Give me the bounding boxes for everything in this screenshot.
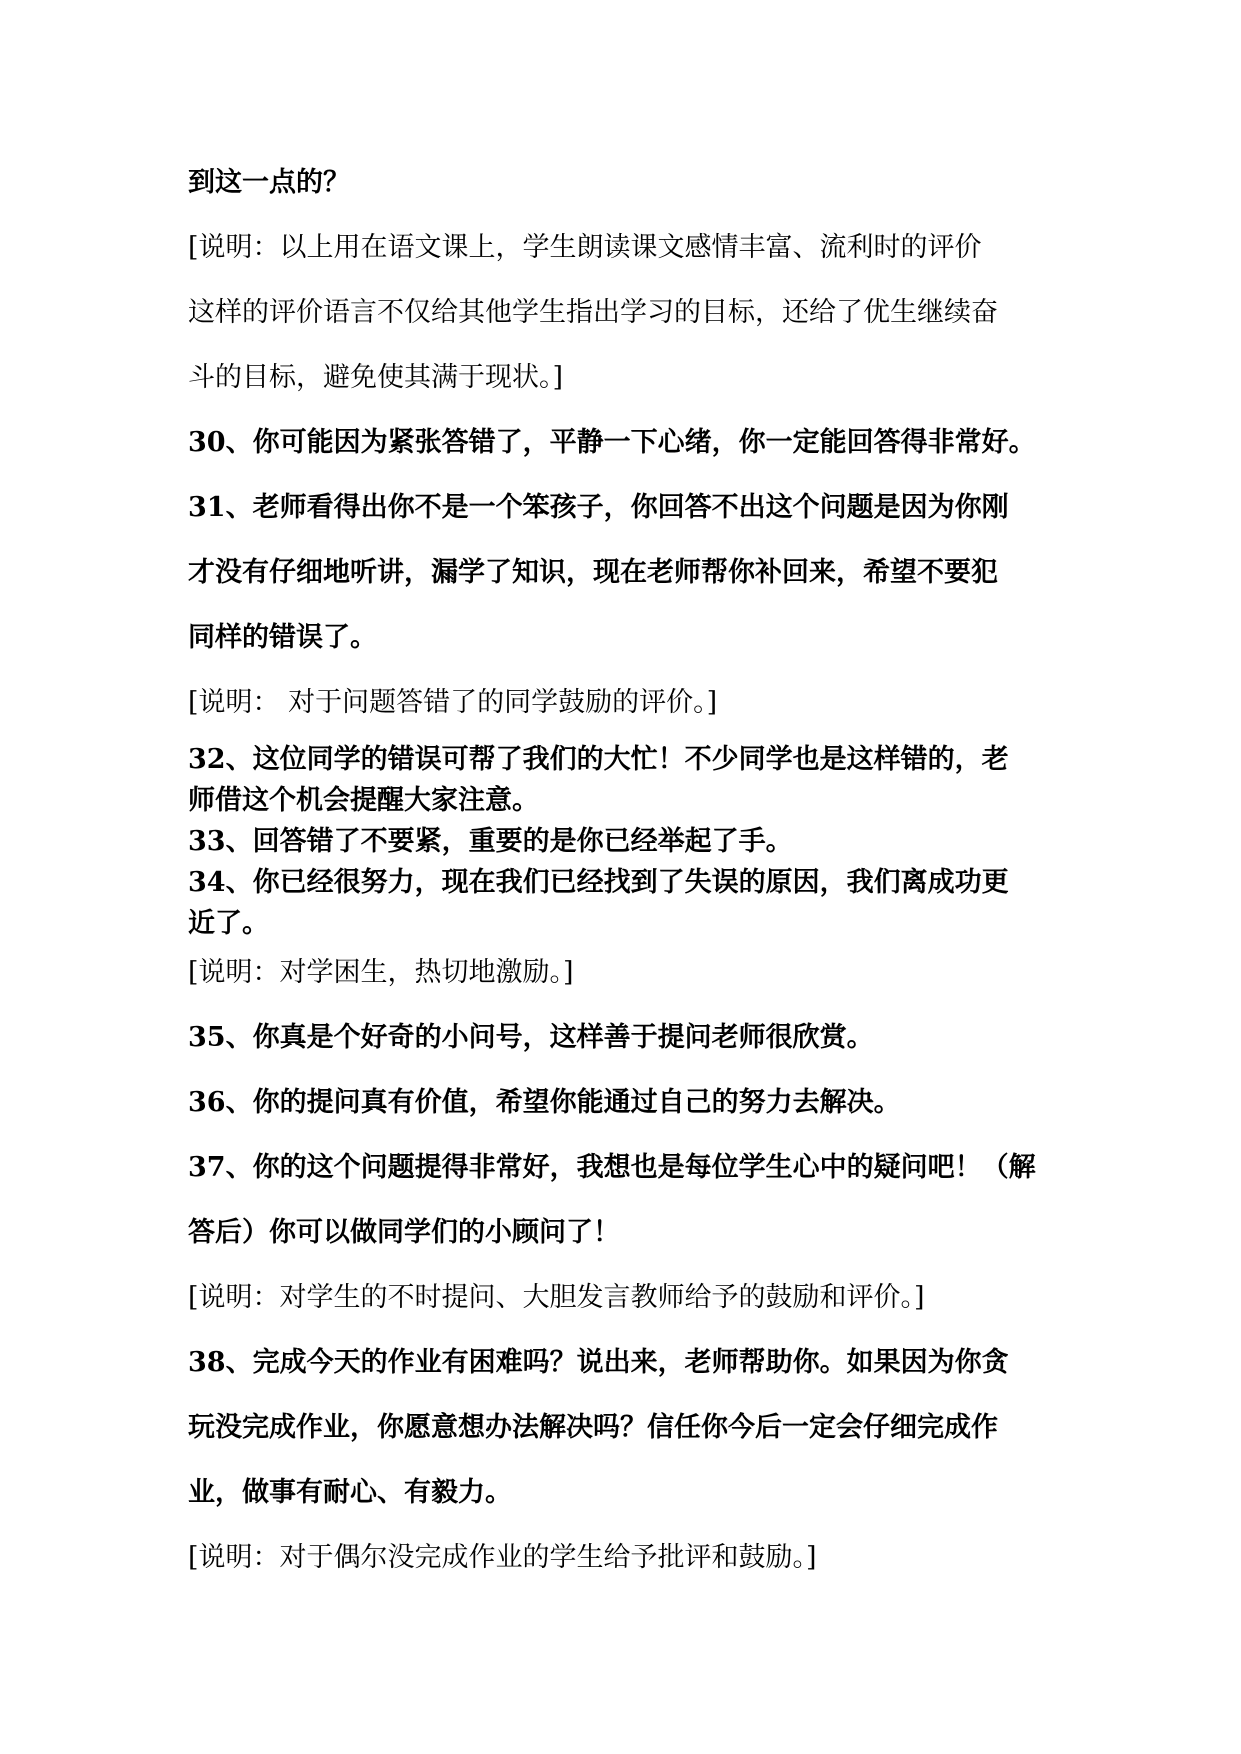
- note-line: [说明： 对于问题答错了的同学鼓励的评价。]: [188, 687, 718, 718]
- text-line: 业，做事有耐心、有毅力。: [188, 1477, 512, 1508]
- text-line: 30、你可能因为紧张答错了，平静一下心绪，你一定能回答得非常好。: [188, 427, 1036, 458]
- text-line: 近了。: [188, 908, 269, 939]
- text-line: 答后）你可以做同学们的小顾问了！: [188, 1217, 620, 1248]
- text-line: 35、你真是个好奇的小问号，这样善于提问老师很欣赏。: [188, 1022, 874, 1053]
- note-line: 斗的目标，避免使其满于现状。]: [188, 362, 564, 393]
- text-line: 师借这个机会提醒大家注意。: [188, 785, 539, 816]
- text-line: 32、这位同学的错误可帮了我们的大忙！不少同学也是这样错的，老: [188, 744, 1009, 775]
- text-line: 才没有仔细地听讲，漏学了知识，现在老师帮你补回来，希望不要犯: [188, 557, 998, 588]
- text-line: 31、老师看得出你不是一个笨孩子，你回答不出这个问题是因为你刚: [188, 492, 1009, 523]
- text-line: 33、回答错了不要紧，重要的是你已经举起了手。: [188, 826, 793, 857]
- text-line: 到这一点的？: [188, 167, 350, 198]
- note-line: [说明：以上用在语文课上，学生朗读课文感情丰富、流利时的评价: [188, 232, 982, 263]
- text-line: 同样的错误了。: [188, 622, 377, 653]
- note-line: [说明：对学困生，热切地激励。]: [188, 957, 574, 988]
- text-line: 37、你的这个问题提得非常好，我想也是每位学生心中的疑问吧！（解: [188, 1152, 1036, 1183]
- text-line: 36、你的提问真有价值，希望你能通过自己的努力去解决。: [188, 1087, 901, 1118]
- text-line: 38、完成今天的作业有困难吗？说出来，老师帮助你。如果因为你贪: [188, 1347, 1009, 1378]
- text-line: 玩没完成作业，你愿意想办法解决吗？信任你今后一定会仔细完成作: [188, 1412, 998, 1443]
- text-line: 34、你已经很努力，现在我们已经找到了失误的原因，我们离成功更: [188, 867, 1009, 898]
- note-line: 这样的评价语言不仅给其他学生指出学习的目标，还给了优生继续奋: [188, 297, 998, 328]
- note-line: [说明：对于偶尔没完成作业的学生给予批评和鼓励。]: [188, 1542, 817, 1573]
- note-line: [说明：对学生的不时提问、大胆发言教师给予的鼓励和评价。]: [188, 1282, 925, 1313]
